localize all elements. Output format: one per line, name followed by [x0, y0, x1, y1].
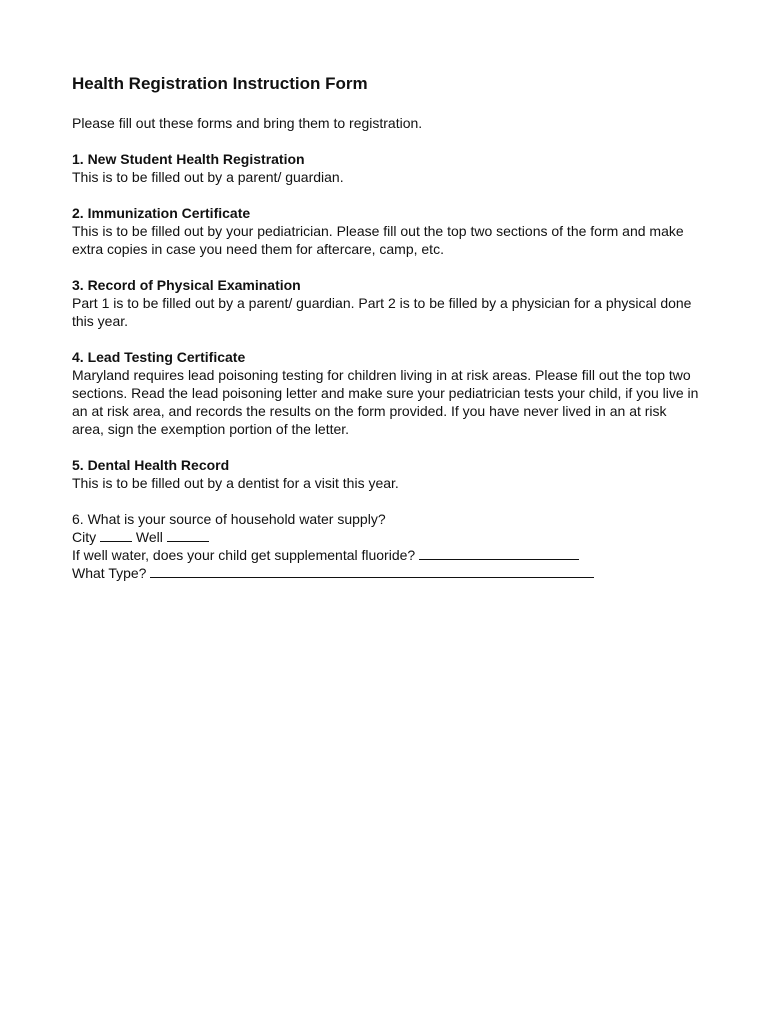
city-label: City	[72, 529, 97, 545]
section-heading: 5. Dental Health Record	[72, 457, 230, 473]
type-blank-field[interactable]	[150, 564, 594, 578]
section-heading: 1. New Student Health Registration	[72, 151, 305, 167]
section-water-supply	[72, 510, 702, 582]
section-heading: 3. Record of Physical Examination	[72, 277, 301, 293]
well-label: Well	[135, 529, 163, 545]
section-lead-testing	[72, 348, 702, 438]
section-body: This is to be filled out by a parent/ guardian.	[72, 169, 344, 185]
well-blank-field[interactable]	[167, 528, 209, 542]
intro-text: Please fill out these forms and bring them to registration.	[72, 115, 423, 131]
section-body: This is to be filled out by a dentist for a visit this year.	[72, 475, 399, 491]
water-question: 6. What is your source of household water supply?	[72, 511, 386, 527]
form-page	[72, 72, 702, 600]
section-body: This is to be filled out by your pediatrician. Please fill out the top two sections of the form and make extra copies in case you need them for aftercare, camp, etc.	[72, 223, 684, 257]
type-line	[72, 564, 702, 582]
section-heading: 2. Immunization Certificate	[72, 205, 251, 221]
section-physical-exam	[72, 276, 702, 330]
section-dental	[72, 456, 702, 492]
section-immunization	[72, 204, 702, 258]
section-new-student-health	[72, 150, 702, 186]
type-label: What Type?	[72, 565, 147, 581]
page-title: Health Registration Instruction Form	[72, 74, 368, 93]
fluoride-line	[72, 546, 702, 564]
section-body: Maryland requires lead poisoning testing for children living in at risk areas. Please fill out the top two sections. Read the lead poisoning letter and make sure your pediatrician tests your child, if you live in an at risk area, and records the results on the form provided. If you have never lived in an at risk area, sign the exemption portion of the letter.	[72, 367, 699, 437]
section-body: Part 1 is to be filled out by a parent/ guardian. Part 2 is to be filled by a physician for a physical done this year.	[72, 295, 692, 329]
section-heading: 4. Lead Testing Certificate	[72, 349, 246, 365]
fluoride-blank-field[interactable]	[419, 546, 579, 560]
city-blank-field[interactable]	[100, 528, 132, 542]
water-source-line	[72, 528, 702, 546]
fluoride-label: If well water, does your child get supplemental fluoride?	[72, 547, 416, 563]
